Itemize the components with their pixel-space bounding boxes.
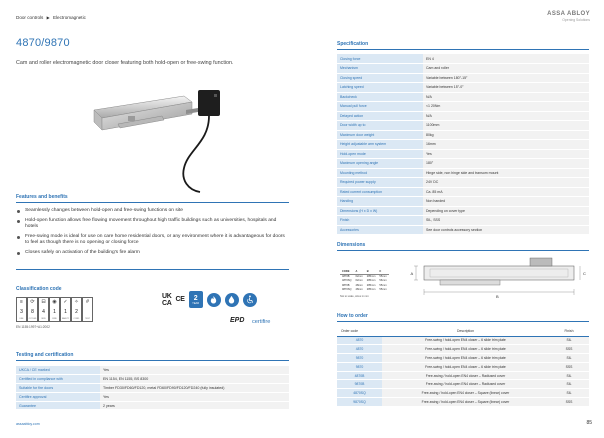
order-description: Free-swing / hold-open EN4 closer – Square (linear) cover <box>382 389 549 398</box>
page-number: 85 <box>586 420 592 426</box>
row-label: Closing force <box>337 54 423 64</box>
row-label: Certifire approval <box>16 392 100 401</box>
row-value: Ca. 85 mA <box>423 187 589 197</box>
row-label: Door width up to <box>337 121 423 131</box>
column-header-finish: Finish <box>549 327 589 336</box>
table-cell: 9870SQ <box>342 288 352 292</box>
row-label: Guarantee <box>16 401 100 410</box>
row-label: Closing speed <box>337 73 423 83</box>
classification-label: USE <box>19 318 24 320</box>
order-code: 4870SQ <box>337 389 382 398</box>
dimensions-heading: Dimensions <box>337 242 366 248</box>
row-value: 24V DC <box>423 178 589 188</box>
order-heading: How to order <box>337 313 368 319</box>
order-finish: SIL <box>549 371 589 380</box>
testing-divider <box>16 360 289 361</box>
closer-size-icon: ⊟ <box>41 299 46 305</box>
row-value: Depending on cover type <box>423 206 589 216</box>
dimensions-divider <box>337 250 589 251</box>
classification-label: SAFETY <box>61 318 70 320</box>
table-row <box>16 384 289 393</box>
row-value: Yes <box>100 366 289 375</box>
classification-standard: EN 1155:1997+A1:2002 <box>16 325 50 329</box>
row-label: Rated current consumption <box>337 187 423 197</box>
row-value: EN 4 <box>423 54 589 64</box>
brand-name: ASSA ABLOY <box>547 11 590 17</box>
table-header-row <box>337 327 589 336</box>
list-item: Closes safely on activation of the building's fire alarm <box>16 250 286 257</box>
row-label: Backcheck <box>337 92 423 102</box>
classification-label: CYCLES <box>28 318 37 320</box>
row-label: Height adjustable arm system <box>337 140 423 150</box>
row-label: Accessories <box>337 225 423 235</box>
classification-label: TEST <box>85 318 90 320</box>
table-row <box>337 187 589 197</box>
classification-box <box>27 297 38 322</box>
table-cell: 48mm <box>355 283 363 287</box>
classification-heading: Classification code <box>16 286 62 292</box>
column-header-order-code: Order code <box>337 327 382 336</box>
warranty-label: YEAR <box>192 301 200 305</box>
order-code: 9870SQ <box>337 398 382 407</box>
specification-heading: Specification <box>337 41 369 47</box>
features-list <box>16 208 286 260</box>
table-row <box>337 130 589 140</box>
table-cell: 4870B <box>342 275 350 279</box>
classification-label: FIRE <box>52 318 57 320</box>
table-row <box>337 149 589 159</box>
order-finish: SIL <box>549 380 589 389</box>
table-cell: 285mm <box>366 283 376 287</box>
table-row <box>337 178 589 188</box>
order-finish: SSS <box>549 362 589 371</box>
row-value: N/A <box>423 92 589 102</box>
certification-logos <box>162 291 257 308</box>
testing-heading: Testing and certification <box>16 352 74 358</box>
table-row <box>16 401 289 410</box>
table-row <box>337 336 589 345</box>
dimension-label-a: A <box>410 271 414 276</box>
classification-value: 1 <box>53 308 56 315</box>
row-value: <1 20Nm <box>423 102 589 112</box>
row-label: Latching speed <box>337 83 423 93</box>
water-drop-icon <box>225 293 239 307</box>
test-icon: # <box>86 299 89 305</box>
order-finish: SIL <box>549 389 589 398</box>
row-value: EN 1154, EN 1155, BS 8300 <box>100 375 289 384</box>
row-value: 2 years <box>100 401 289 410</box>
breadcrumb-item-electromagnetic[interactable]: Electromagnetic <box>52 15 86 20</box>
row-label: Dimensions (H x D x W) <box>337 206 423 216</box>
table-cell: 62mm <box>355 275 363 279</box>
table-cell: 62mm <box>355 279 363 283</box>
features-heading: Features and benefits <box>16 194 68 200</box>
row-label: Mechanism <box>337 64 423 74</box>
page-subtitle: Cam and roller electromagnetic door closer featuring both hold-open or free-swing function. <box>16 60 234 66</box>
order-description: Free-swing / hold-open EN4 closer – Radiused cover <box>382 371 549 380</box>
brand-tagline: Opening Solutions <box>562 18 590 22</box>
row-label: Maximum door weight <box>337 130 423 140</box>
column-header: B <box>365 270 378 274</box>
table-row <box>337 380 589 389</box>
specification-table <box>337 54 589 235</box>
row-label: Maximum opening angle <box>337 159 423 169</box>
table-row <box>337 159 589 169</box>
row-value: Variable between 15°-0° <box>423 83 589 93</box>
classification-box <box>71 297 82 322</box>
order-divider <box>337 321 589 322</box>
breadcrumb <box>16 15 86 20</box>
order-finish: SSS <box>549 398 589 407</box>
ukca-mark-bottom: CA <box>162 299 172 307</box>
row-value: 180° <box>423 159 589 169</box>
dimension-label-c: C <box>583 271 586 276</box>
table-cell: 285mm <box>366 275 376 279</box>
certifire-logo: certifire <box>252 319 271 325</box>
table-row <box>337 216 589 226</box>
table-row <box>337 362 589 371</box>
accessibility-icon <box>243 293 257 307</box>
table-row <box>337 389 589 398</box>
category-of-use-icon: ≡ <box>20 299 23 305</box>
order-description: Free-swing / hold-open EN4 closer – 6 slide trim plate <box>382 345 549 354</box>
table-cell: 55mm <box>379 275 387 279</box>
table-row <box>337 197 589 207</box>
fire-rated-icon <box>207 293 221 307</box>
order-description: Free-swing / hold-open EN4 closer – 6 slide trim plate <box>382 354 549 363</box>
order-table <box>337 327 589 407</box>
table-row <box>337 225 589 235</box>
table-cell: 56mm <box>379 279 387 283</box>
table-row <box>337 92 589 102</box>
features-bottom-divider <box>16 269 289 270</box>
table-row <box>337 64 589 74</box>
order-code: 4870 <box>337 336 382 345</box>
row-label: Suitable for fire doors <box>16 384 100 393</box>
row-value: Non handed <box>423 197 589 207</box>
order-code: 9870 <box>337 362 382 371</box>
table-row <box>337 206 589 216</box>
ukca-mark <box>162 293 172 307</box>
row-value: Yes <box>100 392 289 401</box>
column-header-description: Description <box>382 327 549 336</box>
dimensions-drawing <box>410 256 590 300</box>
classification-box <box>60 297 71 322</box>
table-row <box>337 121 589 131</box>
order-code: 9870 <box>337 354 382 363</box>
order-description: Free-swing / hold-open EN4 closer – 6 slide trim plate <box>382 362 549 371</box>
table-row <box>337 111 589 121</box>
order-code: 4870 <box>337 345 382 354</box>
row-value: 80kg <box>423 130 589 140</box>
page-title: 4870/9870 <box>16 37 70 49</box>
row-label: Handing <box>337 197 423 207</box>
classification-code <box>16 297 93 322</box>
list-item: Seamlessly changes between hold-open and free-swing functions on site <box>16 208 286 215</box>
table-row <box>337 398 589 407</box>
row-value: Variable between 180°-15° <box>423 73 589 83</box>
order-finish: SIL <box>549 354 589 363</box>
safety-icon: ✓ <box>63 299 68 305</box>
order-code: 9870B <box>337 380 382 389</box>
table-row <box>16 392 289 401</box>
order-finish: SIL <box>549 336 589 345</box>
order-description: Free-swing / hold-open EN4 closer – Radiused cover <box>382 380 549 389</box>
classification-value: 4 <box>42 308 45 315</box>
classification-box <box>16 297 27 322</box>
row-value: Timber FD30/FD60/FD120, metal FD60/FD90/FD120/FD240 (fully insulated) <box>100 384 289 393</box>
table-cell: 48mm <box>355 288 363 292</box>
table-row <box>16 366 289 375</box>
classification-value: 2 <box>75 308 78 315</box>
classification-box <box>82 297 93 322</box>
table-row <box>337 73 589 83</box>
row-label: Finish <box>337 216 423 226</box>
list-item: Free-swing mode is ideal for use on care home residential doors, or any environment where it is advantageous for doors to feel as though there is no opening or closing force <box>16 234 286 247</box>
table-cell: 9870B <box>342 283 350 287</box>
row-value: 16mm <box>423 140 589 150</box>
table-row <box>337 371 589 380</box>
row-label: Certified in compliance with <box>16 375 100 384</box>
classification-value: 3 <box>20 308 23 315</box>
row-label: Mounting method <box>337 168 423 178</box>
order-code: 4870B <box>337 371 382 380</box>
row-value: SIL, SSS <box>423 216 589 226</box>
testing-table <box>16 366 289 410</box>
list-item: Hold-open function allows free flowing movement throughout high traffic buildings such as universities, hospitals and hotels <box>16 218 286 231</box>
classification-value: 1 <box>64 308 67 315</box>
classification-box <box>49 297 60 322</box>
order-finish: SSS <box>549 345 589 354</box>
classification-label: SIZE <box>41 318 46 320</box>
warranty-years: 2 <box>193 294 198 302</box>
table-row <box>337 354 589 363</box>
table-cell: 55mm <box>379 288 387 292</box>
warranty-badge <box>189 291 203 308</box>
table-row <box>337 140 589 150</box>
column-header: A <box>354 270 365 274</box>
dimension-label-b: B <box>496 294 499 299</box>
order-description: Free-swing / hold-open EN4 closer – 6 slide trim plate <box>382 336 549 345</box>
features-divider <box>16 202 289 203</box>
table-row <box>337 345 589 354</box>
table-row <box>337 83 589 93</box>
table-cell: 285mm <box>366 288 376 292</box>
order-description: Free-swing / hold-open EN4 closer – Square (linear) cover <box>382 398 549 407</box>
row-value: 1100mm <box>423 121 589 131</box>
breadcrumb-item-door-controls[interactable]: Door controls <box>16 15 44 20</box>
classification-label: CORR. <box>73 318 80 320</box>
table-cell: 4870SQ <box>342 279 352 283</box>
table-row <box>337 168 589 178</box>
table-cell: 285mm <box>366 279 376 283</box>
brand-logo <box>547 11 590 22</box>
row-label: Manual pull force <box>337 102 423 112</box>
classification-box <box>38 297 49 322</box>
row-value: Cam and roller <box>423 64 589 74</box>
durability-icon: ⟳ <box>30 299 35 305</box>
ukca-mark-top: UK <box>162 292 172 300</box>
row-value: See door controls accessory section <box>423 225 589 235</box>
specification-divider <box>337 49 589 50</box>
website-link[interactable]: assaabloy.com <box>16 422 40 426</box>
row-value: N/A <box>423 111 589 121</box>
breadcrumb-separator-icon: ▶ <box>46 15 50 20</box>
row-label: UKCA / CE marked <box>16 366 100 375</box>
row-label: Required power supply <box>337 178 423 188</box>
table-cell: 55mm <box>379 283 387 287</box>
epd-logo: EPD <box>230 317 245 324</box>
corrosion-icon: ✧ <box>74 299 79 305</box>
dimensions-note: Not to scale, sizes in mm <box>340 295 369 298</box>
fire-behaviour-icon: ◉ <box>52 299 57 305</box>
column-header: C <box>377 270 388 274</box>
ce-mark: CE <box>175 296 185 303</box>
row-label: Delayed action <box>337 111 423 121</box>
table-row <box>340 288 389 292</box>
dimensions-table <box>340 270 389 292</box>
table-row <box>337 54 589 64</box>
row-label: Hold-open mode <box>337 149 423 159</box>
table-row <box>16 375 289 384</box>
column-header: CODE <box>340 270 354 274</box>
product-image <box>88 80 238 200</box>
row-value: Hinge side, non hinge side and transom mount <box>423 168 589 178</box>
classification-value: 8 <box>31 308 34 315</box>
table-row <box>337 102 589 112</box>
row-value: Yes <box>423 149 589 159</box>
